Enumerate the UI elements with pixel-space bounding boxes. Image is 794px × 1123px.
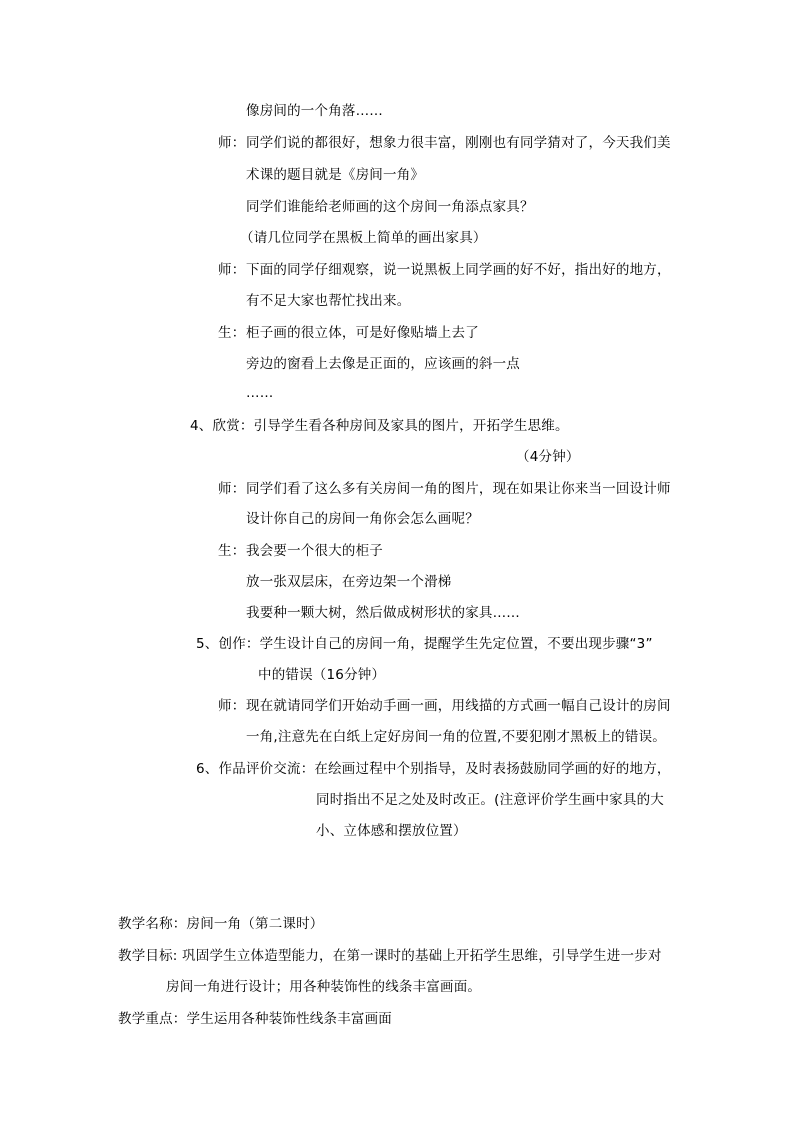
text-line: 同学们看了这么多有关房间一角的图片，现在如果让你来当一回设计师 — [246, 481, 671, 497]
text-line: 房间一角进行设计；用各种装饰性的线条丰富画面。 — [166, 979, 482, 995]
text-line: 小、立体感和摆放位置） — [316, 823, 467, 839]
speaker-label: 生： — [218, 543, 246, 559]
text-line: （请几位同学在黑板上简单的画出家具） — [240, 230, 487, 246]
speaker-label: 师： — [218, 262, 246, 278]
section-heading: 6、作品评价交流：在绘画过程中个别指导，及时表扬鼓励同学画的好的地方， — [196, 761, 671, 777]
text-line: 旁边的窗看上去像是正面的，应该画的斜一点 — [246, 356, 520, 372]
text-line: 一角,注意先在白纸上定好房间一角的位置,不要犯刚才黑板上的错误。 — [246, 729, 666, 745]
text-line: …… — [246, 385, 274, 401]
text-line: 同学们谁能给老师画的这个房间一角添点家具？ — [246, 199, 534, 215]
speaker-label: 师： — [218, 698, 246, 714]
text-line: 同时指出不足之处及时改正。(注意评价学生画中家具的大 — [316, 792, 664, 808]
section-heading: 5、创作：学生设计自己的房间一角，提醒学生先定位置，不要出现步骤“3” — [196, 636, 653, 652]
lesson-objective: 教学目标: 巩固学生立体造型能力，在第一课时的基础上开拓学生思维，引导学生进一步对 — [118, 948, 662, 964]
text-line: 我会要一个很大的柜子 — [246, 543, 383, 559]
section-heading: 4、欣赏：引导学生看各种房间及家具的图片，开拓学生思维。 — [190, 418, 569, 434]
text-line: 我要种一颗大树，然后做成树形状的家具…… — [246, 605, 520, 621]
text-line: 术课的题目就是《房间一角》 — [246, 167, 425, 183]
text-line: 下面的同学仔细观察，说一说黑板上同学画的好不好，指出好的地方， — [246, 262, 671, 278]
lesson-focus: 教学重点：学生运用各种装饰性线条丰富画面 — [118, 1011, 392, 1027]
text-line: 像房间的一个角落…… — [246, 103, 383, 119]
speaker-label: 师： — [218, 481, 246, 497]
text-line: 现在就请同学们开始动手画一画，用线描的方式画一幅自己设计的房间 — [246, 698, 671, 714]
time-note: （4分钟） — [516, 449, 580, 465]
lesson-title: 教学名称：房间一角（第二课时） — [118, 916, 324, 932]
text-line: 同学们说的都很好，想象力很丰富，刚刚也有同学猜对了，今天我们美 — [246, 135, 671, 151]
text-line: 有不足大家也帮忙找出来。 — [246, 293, 411, 309]
text-line: 设计你自己的房间一角你会怎么画呢？ — [246, 511, 479, 527]
text-line: 中的错误（16分钟） — [258, 667, 386, 683]
speaker-label: 师： — [218, 135, 246, 151]
speaker-label: 生： — [218, 325, 246, 341]
text-line: 放一张双层床，在旁边架一个滑梯 — [246, 574, 452, 590]
text-line: 柜子画的很立体，可是好像贴墙上去了 — [246, 325, 479, 341]
